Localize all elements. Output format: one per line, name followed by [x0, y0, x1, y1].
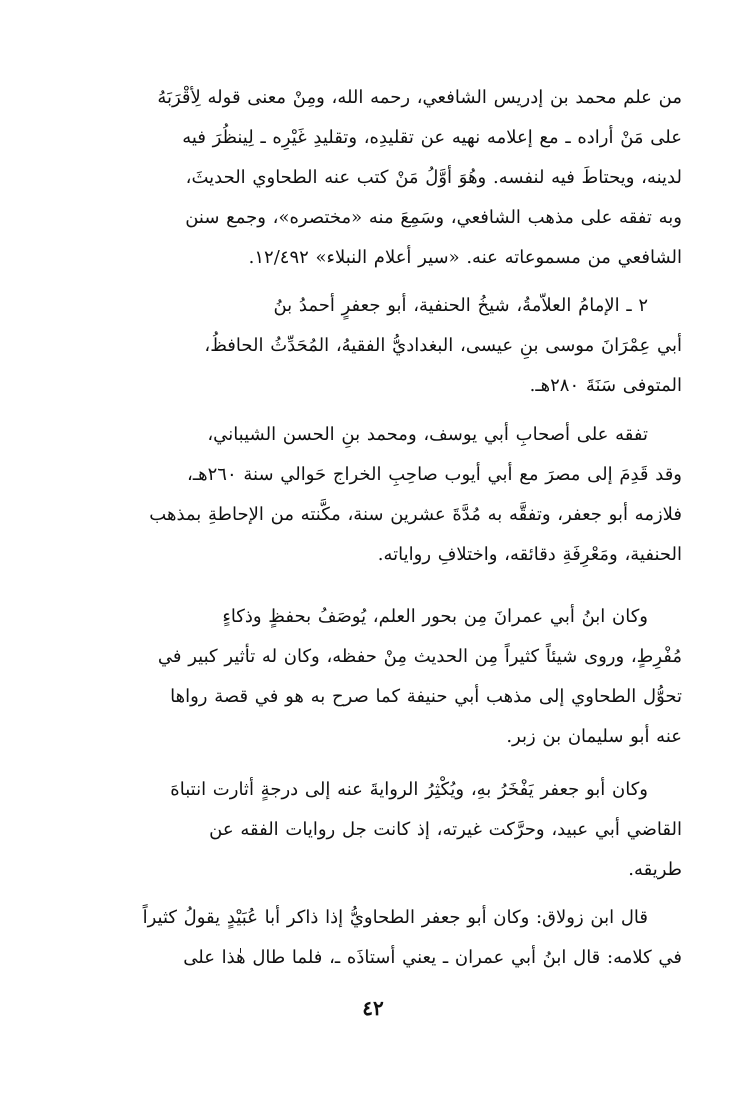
- text-line: الحنفية، ومَعْرِفَةِ دقائقه، واختلافِ رواياته.: [377, 544, 682, 565]
- paragraph-ibn-zulaq: [70, 898, 682, 978]
- text-line: مُفْرِطٍ، وروى شيئاً كثيراً مِن الحديث مِنْ حفظه، وكان له تأثير كبير في: [157, 646, 682, 667]
- text-line: طريقه.: [628, 859, 682, 880]
- paragraph-biography-heading: [70, 286, 682, 406]
- paragraph-shafii-note: [70, 78, 682, 278]
- text-line: وكان أبو جعفر يَفْخَرُ بهِ، ويُكْثِرُ الروايةَ عنه إلى درجةٍ أثارت انتباهَ: [170, 779, 648, 800]
- text-line: القاضي أبي عبيد، وحرَّكت غيرته، إذ كانت جل روايات الفقه عن: [209, 819, 682, 840]
- paragraph-pride: [70, 770, 682, 890]
- text-line: ٢ ـ الإمامُ العلاّمةُ، شيخُ الحنفية، أبو جعفرٍ أحمدُ بنُ: [273, 295, 648, 316]
- text-line: قال ابن زولاق: وكان أبو جعفر الطحاويُّ إذا ذاكر أبا عُبَيْدٍ يقولُ كثيراً: [142, 907, 648, 928]
- text-line: لدينه، ويحتاطَ فيه لنفسه. وهُوَ أوَّلُ مَنْ كتب عنه الطحاوي الحديثَ،: [185, 167, 682, 188]
- text-line: الشافعي من مسموعاته عنه. «سير أعلام النبلاء» ١٢/٤٩٢.: [248, 247, 682, 268]
- text-line: من علم محمد بن إدريس الشافعي، رحمه الله، ومِنْ معنى قوله لِأقْرَبَهُ: [157, 87, 682, 108]
- text-line: المتوفى سَنَةَ ٢٨٠هـ.: [529, 375, 682, 396]
- page-number: ٤٢: [362, 996, 384, 1020]
- text-line: وكان ابنُ أبي عمرانَ مِن بحور العلم، يُوصَفُ بحفظٍ وذكاءٍ: [222, 606, 648, 627]
- text-line: أبي عِمْرَانَ موسى بنِ عيسى، البغداديُّ الفقيهُ، المُحَدِّثُ الحافظُ،: [204, 335, 682, 356]
- paragraph-knowledge: [70, 597, 682, 757]
- text-line: على مَنْ أراده ـ مع إعلامه نهيه عن تقليدِه، وتقليدِ غَيْرِه ـ لِينظُرَ فيه: [182, 127, 682, 148]
- text-line: عنه أبو سليمان بن زبر.: [506, 726, 682, 747]
- paragraph-studies: [70, 415, 682, 575]
- text-line: وقد قَدِمَ إلى مصرَ مع أبي أيوب صاحِبِ الخراج حَوالي سنة ٢٦٠هـ،: [187, 464, 682, 485]
- text-line: في كلامه: قال ابنُ أبي عمران ـ يعني أستاذَه ـ، فلما طال هٰذا على: [183, 947, 682, 968]
- text-line: فلازمه أبو جعفر، وتفقَّه به مُدَّةَ عشرين سنة، مكَّنته من الإحاطةِ بمذهب: [149, 504, 682, 525]
- text-line: تفقه على أصحابِ أبي يوسف، ومحمد بنِ الحسن الشيباني،: [207, 424, 648, 445]
- text-line: تحوُّل الطحاوي إلى مذهب أبي حنيفة كما صرح به هو في قصة رواها: [170, 686, 682, 707]
- text-line: وبه تفقه على مذهب الشافعي، وسَمِعَ منه «مختصره»، وجمع سنن: [185, 207, 682, 228]
